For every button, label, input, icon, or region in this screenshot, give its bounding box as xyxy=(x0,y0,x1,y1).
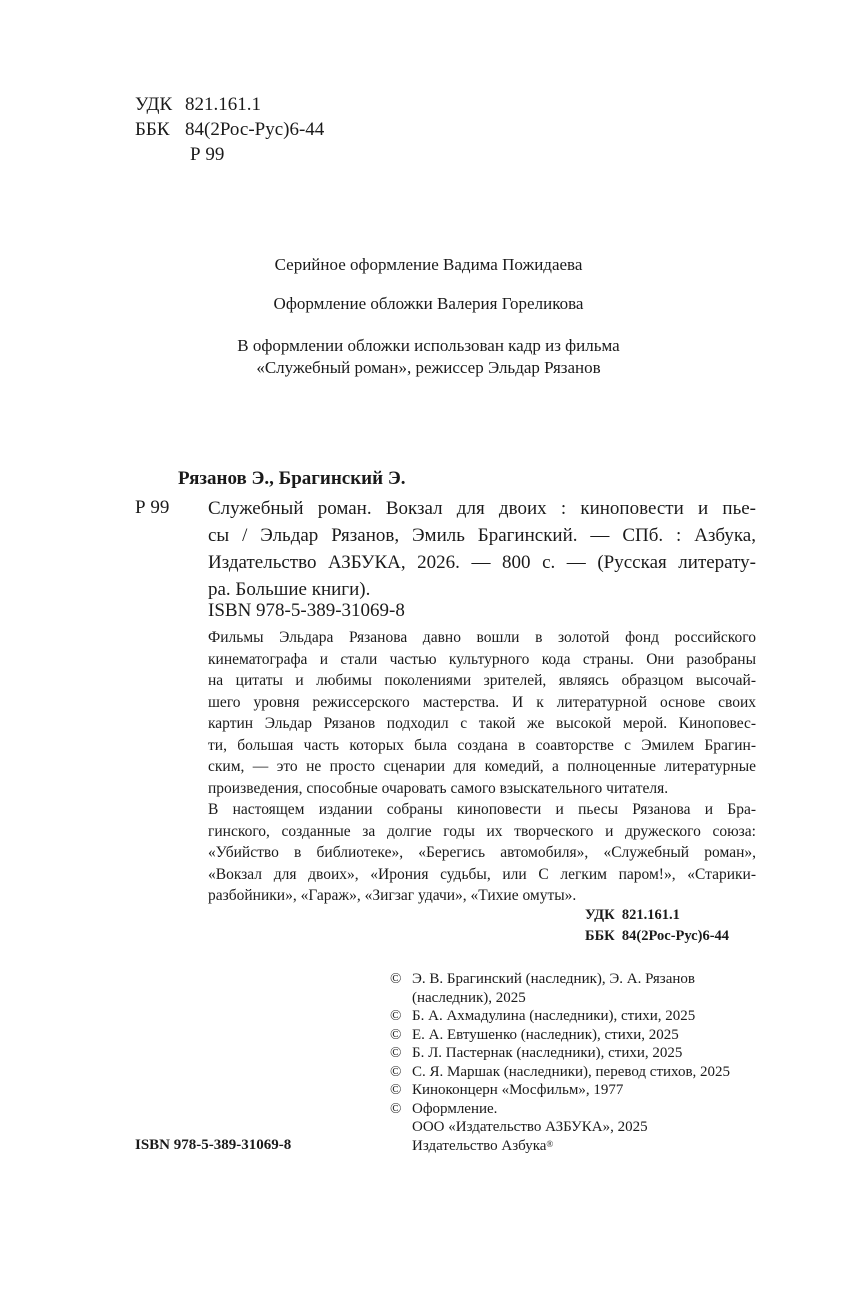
copyright-symbol: © xyxy=(390,1026,402,1043)
copyright-text: Оформление. xyxy=(412,1100,498,1117)
annotation-line: шего уровня режиссерского мастерства. И к литературной основе своих xyxy=(208,693,756,711)
copyright-text: С. Я. Маршак (наследники), перевод стихов, 2025 xyxy=(412,1063,731,1080)
bbk-label: ББК xyxy=(135,119,170,140)
cover-frame-credit-line1: В оформлении обложки использован кадр из фильма xyxy=(237,336,620,355)
copyright-text: Е. А. Евтушенко (наследник), стихи, 2025 xyxy=(412,1026,679,1043)
bbk-value: 84(2Рос-Рус)6-44 xyxy=(185,119,325,140)
annotation-line: В настоящем издании собраны киноповести и пьесы Рязанова и Бра- xyxy=(208,801,756,818)
copyright-text: Б. А. Ахмадулина (наследники), стихи, 2025 xyxy=(412,1008,696,1024)
bibliographic-authors: Рязанов Э., Брагинский Э. xyxy=(178,468,406,489)
copyright-item xyxy=(390,1007,730,1026)
copyright-text-continued: (наследник), 2025 xyxy=(412,989,526,1006)
copyright-item xyxy=(390,1081,730,1100)
udk-value: 821.161.1 xyxy=(185,94,261,115)
bibliographic-description xyxy=(208,495,756,603)
cover-design-credit: Оформление обложки Валерия Гореликова xyxy=(273,294,584,313)
isbn-bottom: ISBN 978-5-389-31069-8 xyxy=(135,1137,292,1153)
publisher-brand: Издательство Азбука xyxy=(412,1137,547,1154)
udk-label: УДК xyxy=(135,94,173,115)
annotation-line: гинского, созданные за долгие годы их творческого и дружеского союза: xyxy=(208,822,756,840)
copyright-text: Б. Л. Пастернак (наследники), стихи, 2025 xyxy=(412,1045,683,1061)
copyright-item xyxy=(390,1100,730,1119)
copyright-text: Э. В. Брагинский (наследник), Э. А. Рязанов xyxy=(412,971,695,987)
author-sign: Р 99 xyxy=(190,144,225,165)
copyright-text-continued: ООО «Издательство АЗБУКА», 2025 xyxy=(412,1119,648,1135)
copyright-item xyxy=(390,970,730,989)
bibliographic-line: ра. Большие книги). xyxy=(208,579,371,600)
annotation-line: «Убийство в библиотеке», «Берегись автомобиля», «Служебный роман», xyxy=(208,844,756,861)
bbk-code-right: ББК 84(2Рос-Рус)6-44 xyxy=(585,928,730,944)
annotation-line: Фильмы Эльдара Рязанова давно вошли в золотой фонд российского xyxy=(208,629,756,646)
cover-frame-credit-line2: «Служебный роман», режиссер Эльдар Рязанов xyxy=(256,358,601,377)
copyright-item xyxy=(390,1063,730,1082)
copyright-text-continued xyxy=(390,1137,730,1156)
annotation-line: ти, большая часть которых была создана в соавторстве с Эмилем Брагин- xyxy=(208,736,756,754)
annotation-line: разбойники», «Гараж», «Зигзаг удачи», «Тихие омуты». xyxy=(208,887,577,904)
copyright-text: Киноконцерн «Мосфильм», 1977 xyxy=(412,1082,624,1098)
copyright-symbol: © xyxy=(390,1063,402,1080)
udk-row xyxy=(135,92,324,117)
annotation-line: на цитаты и любимы поколениями зрителей, являясь образцом высочай- xyxy=(208,672,756,689)
top-classification-codes xyxy=(135,92,324,167)
copyright-symbol: © xyxy=(390,1100,402,1117)
copyright-item xyxy=(390,1026,730,1045)
bibliographic-line: Служебный роман. Вокзал для двоих : киноповести и пье- xyxy=(208,498,756,519)
annotation-line: «Вокзал для двоих», «Ирония судьбы, или С легким паром!», «Старики- xyxy=(208,865,756,883)
bibliographic-line: Издательство АЗБУКА, 2026. — 800 с. — (Русская литерату- xyxy=(208,552,756,573)
annotation-line: картин Эльдар Рязанов подходил с такой же высокой мерой. Киноповес- xyxy=(208,715,756,732)
copyright-item xyxy=(390,1044,730,1063)
copyright-block xyxy=(390,970,730,1155)
bbk-row xyxy=(135,117,324,142)
copyright-symbol: © xyxy=(390,971,402,987)
classification-codes-right xyxy=(585,905,729,947)
annotation-line: кинематографа и стали частью культурного кода страны. Они разобраны xyxy=(208,650,756,668)
annotation xyxy=(208,627,756,907)
annotation-line: произведения, способные очаровать самого взыскательного читателя. xyxy=(208,779,669,797)
annotation-line: ским, — это не просто сценарии для комедий, а полноценные литературные xyxy=(208,758,756,775)
registered-mark: ® xyxy=(546,1138,554,1149)
bibliographic-isbn: ISBN 978-5-389-31069-8 xyxy=(208,600,405,621)
bibliographic-code: Р 99 xyxy=(135,497,170,518)
series-design-credit: Серийное оформление Вадима Пожидаева xyxy=(274,255,583,274)
udk-code-right: УДК 821.161.1 xyxy=(585,907,680,923)
copyright-symbol: © xyxy=(390,1045,402,1061)
bibliographic-line: сы / Эльдар Рязанов, Эмиль Брагинский. — СПб. : Азбука, xyxy=(208,525,756,546)
copyright-symbol: © xyxy=(390,1008,402,1024)
copyright-symbol: © xyxy=(390,1082,402,1098)
